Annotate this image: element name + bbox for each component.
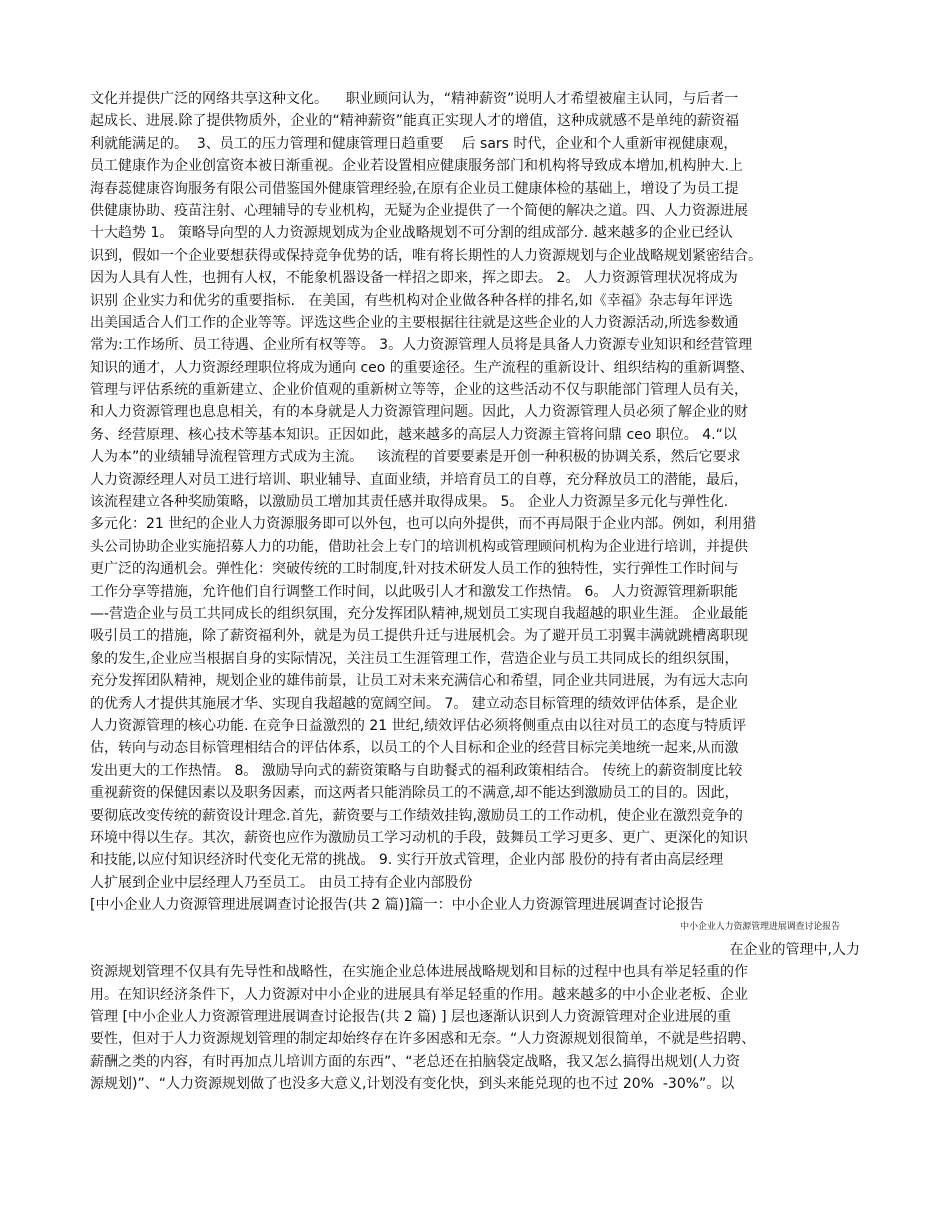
text-line: 供健康协助、疫苗注射、心理辅导的专业机构，无疑为企业提供了一个简便的解决之道。四、人力资源进展 [90,202,748,219]
text-line: 出美国适合人们工作的企业等等。评选这些企业的主要根据往往就是这些企业的人力资源活动,所选参数通 [90,314,739,331]
text-line: —-营造企业与员工共同成长的组织氛围，充分发挥团队精神,规划员工实现自我超越的职业生涯。 企业最能 [90,605,748,622]
text-line: 利就能满足的。 3、员工的压力管理和健康管理日趋重要 后 sars 时代，企业和个人重新审视健康观， [90,135,738,152]
text-line: 人扩展到企业中层经理人乃至员工。 由员工持有企业内部股份 [90,874,473,891]
text-line: 更广泛的沟通机会。弹性化：突破传统的工时制度,针对技术研发人员工作的独特性，实行弹性工作时间与 [90,561,739,578]
text-line: 中小企业人力资源管理进展调查讨论报告 [680,922,840,933]
text-line: 在企业的管理中,人力 [729,941,860,958]
text-line: 该流程建立各种奖励策略，以激励员工增加其责任感并取得成果。 5。 企业人力资源呈多元化与弹性化. [90,494,729,511]
text-line: 和技能,以应付知识经济时代变化无常的挑战。 9. 实行开放式管理，企业内部 股份的持有者由高层经理 [90,852,724,869]
text-line: 工作分享等措施，允许他们自行调整工作时间，以此吸引人才和激发工作热情。 6。 人力资源管理新职能 [90,583,738,600]
text-line: 常为:工作场所、员工待遇、企业所有权等等。 3。人力资源管理人员将是具备人力资源专业知识和经营管理 [90,337,753,354]
text-line: 知识的通才，人力资源经理职位将成为通向 ceo 的重要途径。生产流程的重新设计、组织结构的重新调整、 [90,359,754,376]
text-line: 识别 企业实力和优劣的重要指标. 在美国，有些机构对企业做各种各样的排名,如《幸福》杂志每年评选 [90,292,733,309]
text-line: [中小企业人力资源管理进展调查讨论报告(共 2 篇)]篇一：中小企业人力资源管理进展调查讨论报告 [90,897,704,914]
text-line: 和人力资源管理也息息相关，有的本身就是人力资源管理问题。因此，人力资源管理人员必须了解企业的财 [90,404,748,421]
text-line: 的优秀人才提供其施展才华、实现自我超越的宽阔空间。 7。 建立动态目标管理的绩效评估体系，是企业 [90,695,738,712]
text-line: 头公司协助企业实施招募人力的功能，借助社会上专门的培训机构或管理顾问机构为企业进行培训，并提供 [90,538,748,555]
text-line: 象的发生,企业应当根据自身的实际情况，关注员工生涯管理工作，营造企业与员工共同成长的组织氛围， [90,650,739,667]
text-line: 要性，但对于人力资源规划管理的制定却始终存在许多困惑和无奈。“人力资源规划很简单，不就是些招聘、 [90,1031,756,1048]
text-line: 环境中得以生存。其次，薪资也应作为激励员工学习动机的手段，鼓舞员工学习更多、更广、更深化的知识 [90,829,748,846]
text-line: 因为人具有人性，也拥有人权，不能象机器设备一样招之即来，挥之即去。 2。 人力资源管理状况将成为 [90,270,738,287]
text-line: 十大趋势 1。 策略导向型的人力资源规划成为企业战略规划不可分割的组成部分. 越来越多的企业已经认 [90,225,733,242]
text-line: 充分发挥团队精神，规划企业的雄伟前景，让员工对未来充满信心和希望，同企业共同进展，为有远大志向 [90,673,748,690]
text-line: 管理 [中小企业人力资源管理进展调查讨论报告(共 2 篇) ] 层也逐渐认识到人力资源管理对企业进展的重 [90,1009,732,1026]
text-line: 多元化：21 世纪的企业人力资源服务即可以外包，也可以向外提供，而不再局限于企业内部。例如，利用猎 [90,516,757,533]
document-body [90,88,860,1096]
text-line: 资源规划管理不仅具有先导性和战略性，在实施企业总体进展战略规划和目标的过程中也具有举足轻重的作 [90,964,748,981]
text-line: 务、经营原理、核心技术等基本知识。正因如此，越来越多的高层人力资源主管将问鼎 ceo 职位。 4.“以 [90,426,737,443]
text-line: 人力资源管理的核心功能. 在竞争日益激烈的 21 世纪,绩效评估必须将侧重点由以往对员工的态度与特质评 [90,717,747,734]
text-line: 识到，假如一个企业要想获得或保持竞争优势的话，唯有将长期性的人力资源规划与企业战略规划紧密结合。 [90,247,762,264]
text-line: 源规划)”、“人力资源规划做了也没多大意义,计划没有变化快，到头来能兑现的也不过 20% -30%”。以 [90,1076,735,1093]
text-line: 发出更大的工作热情。 8。 激励导向式的薪资策略与自助餐式的福利政策相结合。 传统上的薪资制度比较 [90,762,743,779]
text-line: 用。在知识经济条件下，人力资源对中小企业的进展具有举足轻重的作用。越来越多的中小企业老板、企业 [90,986,748,1003]
text-line: 人为本”的业绩辅导流程管理方式成为主流。 该流程的首要要素是开创一种积极的协调关系，然后它要求 [90,449,741,466]
text-line: 管理与评估系统的重新建立、企业价值观的重新树立等等，企业的这些活动不仅与职能部门管理人员有关， [90,382,748,399]
text-line: 估，转向与动态目标管理相结合的评估体系，以员工的个人目标和企业的经营目标完美地统一起来,从而激 [90,740,739,757]
text-line: 文化并提供广泛的网络共享这种文化。 职业顾问认为，“精神薪资”说明人才希望被雇主认同，与后者一 [90,91,739,107]
text-line: 薪酬之类的内容，有时再加点儿培训方面的东西”、“老总还在拍脑袋定战略，我又怎么搞得出规划(人力资 [90,1053,740,1070]
text-line: 吸引员工的措施，除了薪资福利外，就是为员工提供升迁与进展机会。为了避开员工羽翼丰满就跳槽离职现 [90,628,748,645]
text-line: 要彻底改变传统的薪资设计理念.首先，薪资要与工作绩效挂钩,激励员工的工作动机，使企业在激烈竞争的 [90,807,743,824]
text-line: 员工健康作为企业创富资本被日渐重视。企业若设置相应健康服务部门和机构将导致成本增加,机构肿大.上 [90,158,743,175]
text-line: 起成长、进展.除了提供物质外，企业的“精神薪资”能真正实现人才的增值，这种成就感不是单纯的薪资福 [90,113,739,130]
text-line: 人力资源经理人对员工进行培训、职业辅导、直面业绩，并培育员工的自尊，充分释放员工的潜能，最后， [90,471,748,488]
text-line: 重视薪资的保健因素以及职务因素，而这两者只能消除员工的不满意,却不能达到激励员工的目的。因此， [90,785,739,802]
text-line: 海春蕊健康咨询服务有限公司借鉴国外健康管理经验,在原有企业员工健康体检的基础上，增设了为员工提 [90,180,739,197]
